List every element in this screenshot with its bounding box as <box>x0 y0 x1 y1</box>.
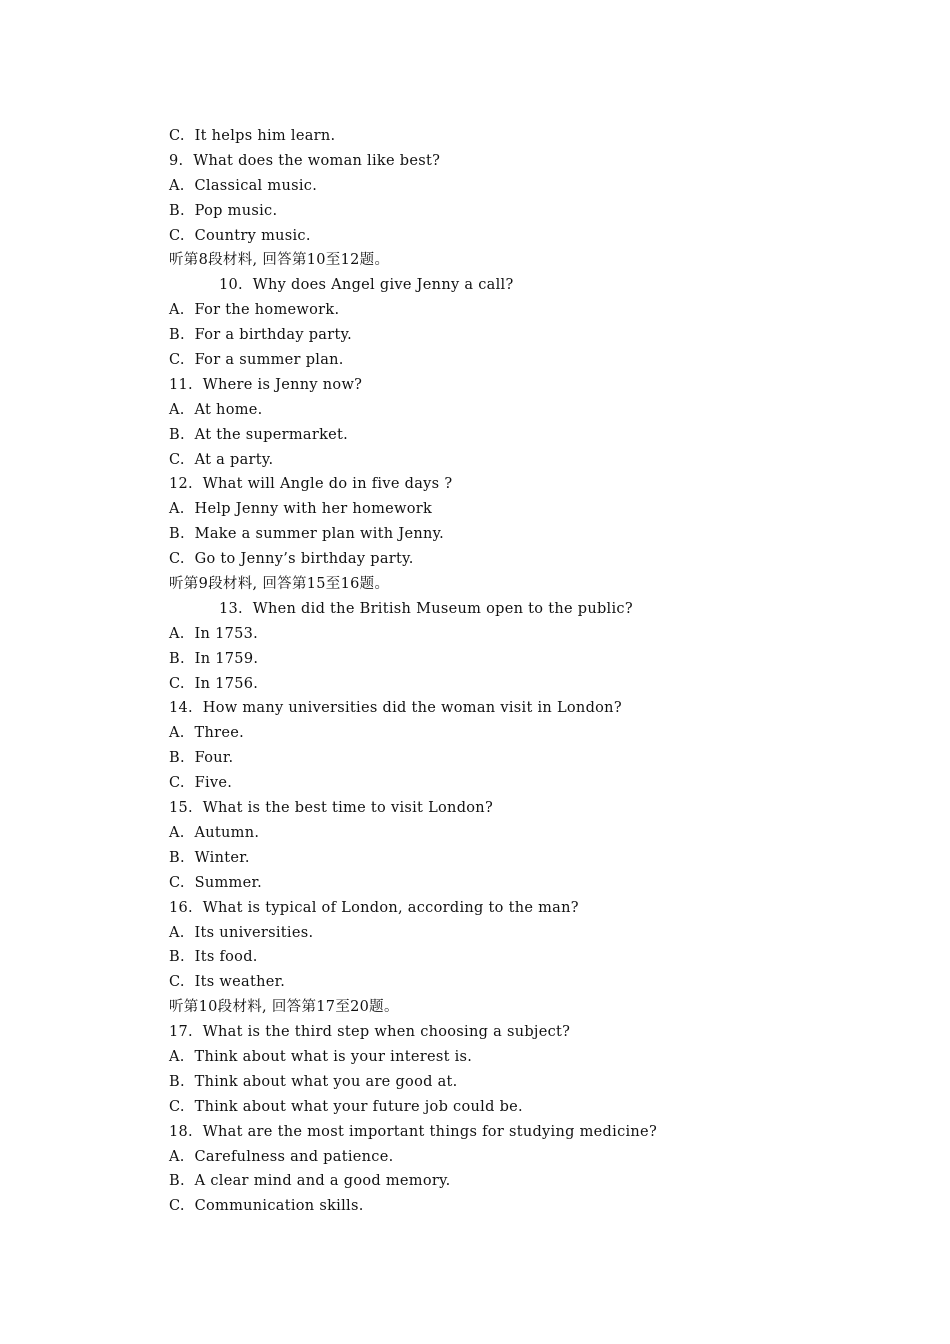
question-line: 14. How many universities did the woman visit in London? <box>169 700 622 717</box>
section-instruction: 听第8段材料, 回答第10至12题。 <box>169 252 390 269</box>
question-line: 17. What is the third step when choosing a subject? <box>169 1024 571 1041</box>
question-line: 10. Why does Angel give Jenny a call? <box>219 277 514 294</box>
option-line: C. Think about what your future job could be. <box>169 1098 523 1115</box>
option-line: C. Summer. <box>169 874 263 891</box>
question-line: 16. What is typical of London, according to the man? <box>169 899 579 916</box>
option-line: A. Its universities. <box>169 924 314 941</box>
option-line: B. Pop music. <box>169 202 278 219</box>
option-line: C. Five. <box>169 775 233 792</box>
option-line: A. Autumn. <box>169 824 260 841</box>
question-line: 18. What are the most important things for studying medicine? <box>169 1123 658 1140</box>
option-line: C. Go to Jenny’s birthday party. <box>169 551 414 568</box>
option-line: A. At home. <box>169 401 263 418</box>
section-instruction: 听第10段材料, 回答第17至20题。 <box>169 999 399 1016</box>
question-line: 9. What does the woman like best? <box>169 152 441 169</box>
option-line: A. Classical music. <box>169 177 318 194</box>
option-line: C. Communication skills. <box>169 1198 364 1215</box>
question-line: 15. What is the best time to visit London? <box>169 800 494 817</box>
option-line: C. For a summer plan. <box>169 352 344 369</box>
option-line: B. In 1759. <box>169 650 259 667</box>
option-line: B. Its food. <box>169 949 258 966</box>
question-line: 13. When did the British Museum open to the public? <box>219 600 633 617</box>
option-line: B. Think about what you are good at. <box>169 1073 458 1090</box>
document-page <box>169 124 809 1219</box>
question-line: 12. What will Angle do in five days ? <box>169 476 453 493</box>
option-line: B. A clear mind and a good memory. <box>169 1173 451 1190</box>
option-line: A. Help Jenny with her homework <box>169 501 433 518</box>
option-line: B. Four. <box>169 750 234 767</box>
option-line: A. In 1753. <box>169 625 259 642</box>
section-instruction: 听第9段材料, 回答第15至16题。 <box>169 576 390 593</box>
option-line: C. Country music. <box>169 227 311 244</box>
option-line: C. At a party. <box>169 451 274 468</box>
option-line: C. It helps him learn. <box>169 128 336 144</box>
option-line: B. Winter. <box>169 849 250 866</box>
option-line: A. For the homework. <box>169 302 340 319</box>
option-line: A. Think about what is your interest is. <box>169 1048 473 1065</box>
option-line: A. Three. <box>169 725 245 742</box>
question-line: 11. Where is Jenny now? <box>169 376 363 393</box>
option-line: B. For a birthday party. <box>169 327 353 344</box>
option-line: B. At the supermarket. <box>169 426 349 443</box>
option-line: C. In 1756. <box>169 675 259 692</box>
option-line: A. Carefulness and patience. <box>169 1148 394 1165</box>
option-line: C. Its weather. <box>169 974 286 991</box>
option-line: B. Make a summer plan with Jenny. <box>169 526 445 543</box>
